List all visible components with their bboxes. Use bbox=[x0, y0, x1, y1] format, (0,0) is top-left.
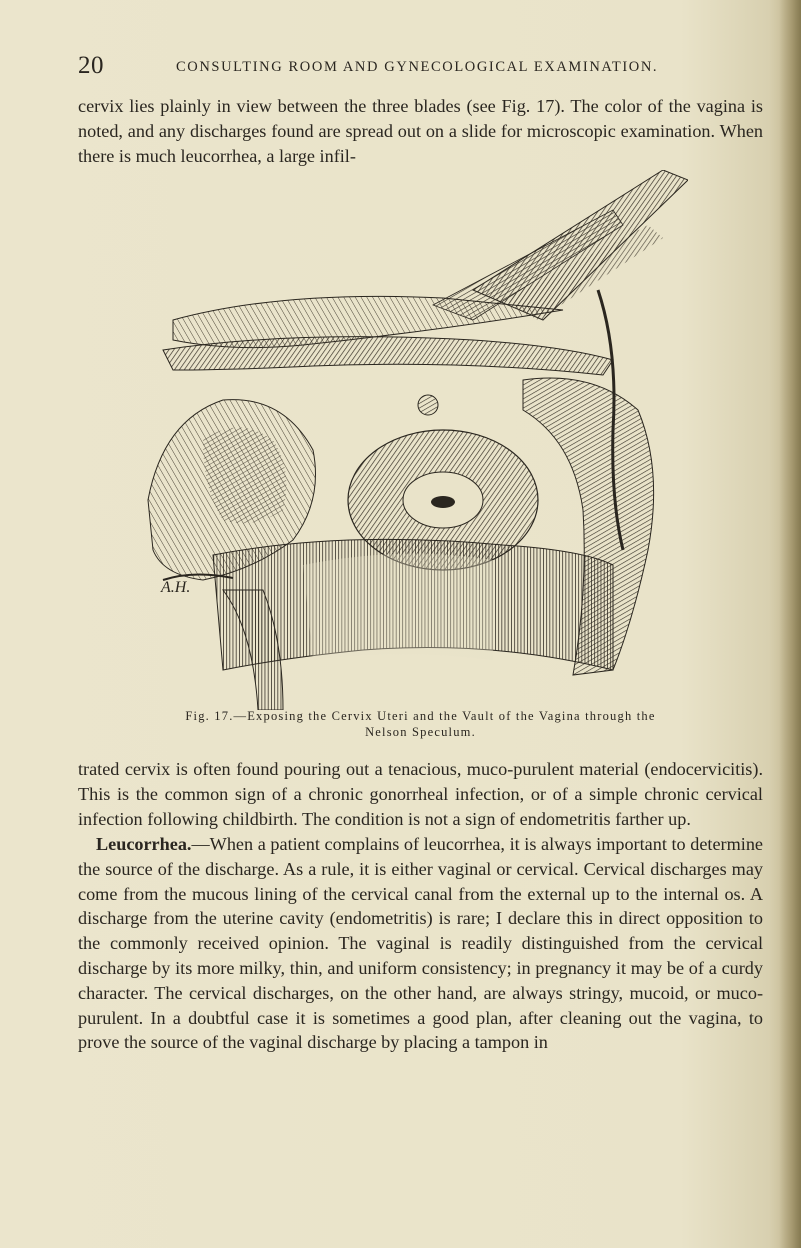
page-header bbox=[78, 52, 778, 78]
speculum-engraving bbox=[143, 170, 688, 710]
page-number: 20 bbox=[78, 52, 104, 79]
paragraph-2: trated cervix is often found pouring out a tenacious, muco-purulent material (endocervicitis). This is the common sign of a chronic gonorrheal infection, or of a simple chronic cervical infection following childbirth. The condition is not a sign of endometritis farther up. bbox=[78, 759, 763, 829]
figure-17-illustration bbox=[143, 170, 688, 710]
caption-line-1: Fig. 17.—Exposing the Cervix Uteri and the Vault of the Vagina through the bbox=[185, 709, 656, 723]
run-in-heading: Leucorrhea. bbox=[96, 834, 192, 854]
artist-monogram: A.H. bbox=[161, 579, 191, 596]
paragraph-3-text: —When a patient complains of leucorrhea, it is always important to determine the source of the discharge. As a rule, it is either vaginal or cervical. Cervical discharges may come from the mucous lining of the cervical canal from the external up to the internal os. A discharge from the uterine cavity (endometritis) is rare; I declare this in direct opposition to the commonly received opinion. The vaginal is readily distinguished from the cervical discharge by its more milky, thin, and uniform consistency; in pregnancy it may be of a curdy character. The cervical discharges, on the other hand, are always stringy, mucoid, or muco-purulent. In a doubtful case it is sometimes a good plan, after cleaning out the vagina, to prove the source of the vaginal discharge by placing a tampon in bbox=[78, 834, 763, 1053]
figure-caption bbox=[78, 708, 763, 740]
page-edge-shadow bbox=[779, 0, 801, 1248]
paragraph-3 bbox=[78, 832, 763, 1055]
running-head: CONSULTING ROOM AND GYNECOLOGICAL EXAMINATION. bbox=[176, 59, 659, 75]
paragraph-1: cervix lies plainly in view between the three blades (see Fig. 17). The color of the vagina is noted, and any discharges found are spread out on a slide for microscopic examination. When there is much leucorrhea, a large infil- bbox=[78, 96, 763, 166]
caption-line-2: Nelson Speculum. bbox=[365, 725, 476, 739]
